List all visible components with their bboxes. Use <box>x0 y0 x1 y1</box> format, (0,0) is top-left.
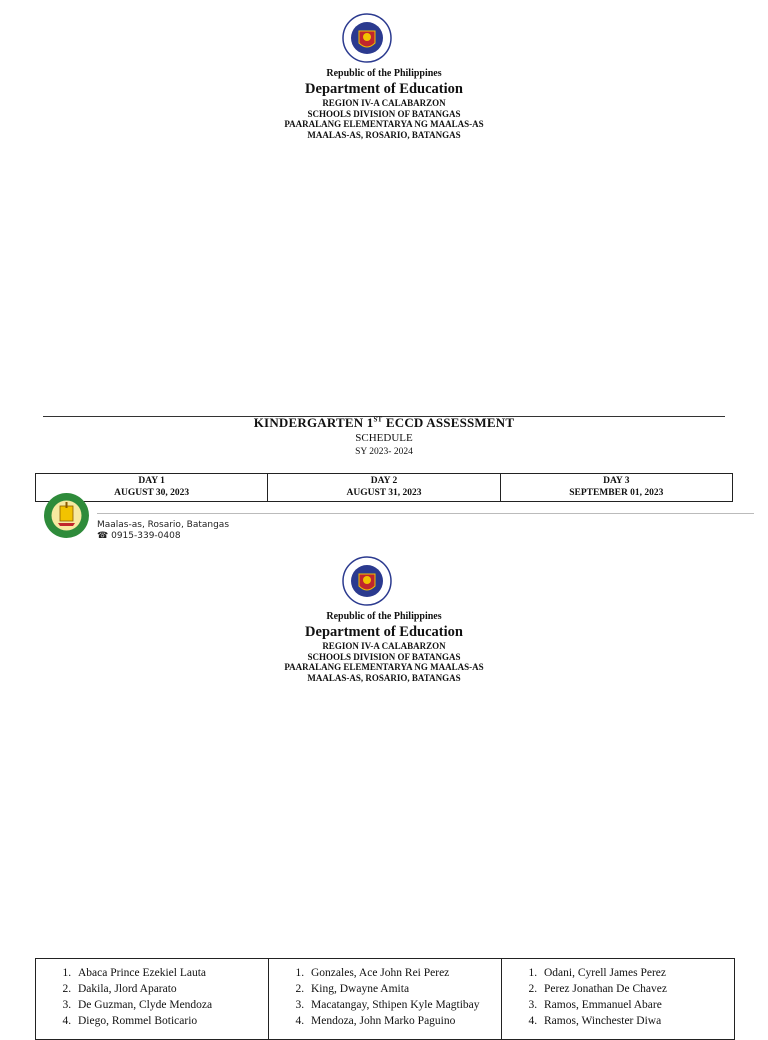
address-line: MAALAS-AS, ROSARIO, BATANGAS <box>307 672 461 683</box>
day-label: DAY 2 <box>370 476 398 486</box>
days-table <box>35 473 733 502</box>
day-label: DAY 3 <box>603 476 630 486</box>
region-line: REGION IV-A CALABARZON <box>322 641 446 651</box>
department-name: Department of Education <box>305 624 463 640</box>
student-list-column <box>502 959 734 1039</box>
day-label: DAY 1 <box>138 476 165 486</box>
day-date: AUGUST 30, 2023 <box>114 488 190 498</box>
republic-line: Republic of the Philippines <box>326 68 442 79</box>
region-line: REGION IV-A CALABARZON <box>322 98 446 108</box>
address-line: MAALAS-AS, ROSARIO, BATANGAS <box>307 129 461 140</box>
footer-address: Maalas-as, Rosario, Batangas <box>97 520 230 530</box>
department-name: Department of Education <box>305 81 463 97</box>
student-list-column <box>36 959 269 1039</box>
footer-phone: 0915-339-0408 <box>111 531 181 541</box>
list-item: 1. Odani, Cyrell James Perez <box>540 965 734 981</box>
list-item: 1. Gonzales, Ace John Rei Perez <box>307 965 501 981</box>
schedule-label: SCHEDULE <box>355 432 413 444</box>
school-line: PAARALANG ELEMENTARYA NG MAALAS-AS <box>284 662 484 672</box>
list-item: 4. Ramos, Winchester Diwa <box>540 1013 734 1029</box>
school-line: PAARALANG ELEMENTARYA NG MAALAS-AS <box>284 119 484 129</box>
list-item: 3. Macatangay, Sthipen Kyle Magtibay <box>307 997 501 1013</box>
student-list-column <box>269 959 502 1039</box>
deped-seal-icon <box>342 556 392 606</box>
list-item: 2. King, Dwayne Amita <box>307 981 501 997</box>
division-line: SCHOOLS DIVISION OF BATANGAS <box>307 108 461 119</box>
student-lists-table <box>35 958 735 1040</box>
division-line: SCHOOLS DIVISION OF BATANGAS <box>307 651 461 662</box>
republic-line: Republic of the Philippines <box>326 611 442 622</box>
school-logo-icon <box>43 492 90 539</box>
deped-seal-icon <box>342 13 392 63</box>
school-year: SY 2023- 2024 <box>355 447 413 457</box>
list-item: 1. Abaca Prince Ezekiel Lauta <box>74 965 268 981</box>
day-cell <box>268 474 500 502</box>
list-item: 4. Mendoza, John Marko Paguino <box>307 1013 501 1029</box>
list-item: 4. Diego, Rommel Boticario <box>74 1013 268 1029</box>
footer-divider <box>97 513 754 514</box>
document-title: KINDERGARTEN 1ST ECCD ASSESSMENT <box>253 415 515 430</box>
day-date: SEPTEMBER 01, 2023 <box>569 488 664 498</box>
list-item: 3. Ramos, Emmanuel Abare <box>540 997 734 1013</box>
footer-phone-row <box>97 531 181 541</box>
list-item: 2. Perez Jonathan De Chavez <box>540 981 734 997</box>
list-item: 3. De Guzman, Clyde Mendoza <box>74 997 268 1013</box>
day-date: AUGUST 31, 2023 <box>346 488 422 498</box>
day-cell <box>500 474 732 502</box>
list-item: 2. Dakila, Jlord Aparato <box>74 981 268 997</box>
phone-icon: ☎ <box>97 531 109 541</box>
